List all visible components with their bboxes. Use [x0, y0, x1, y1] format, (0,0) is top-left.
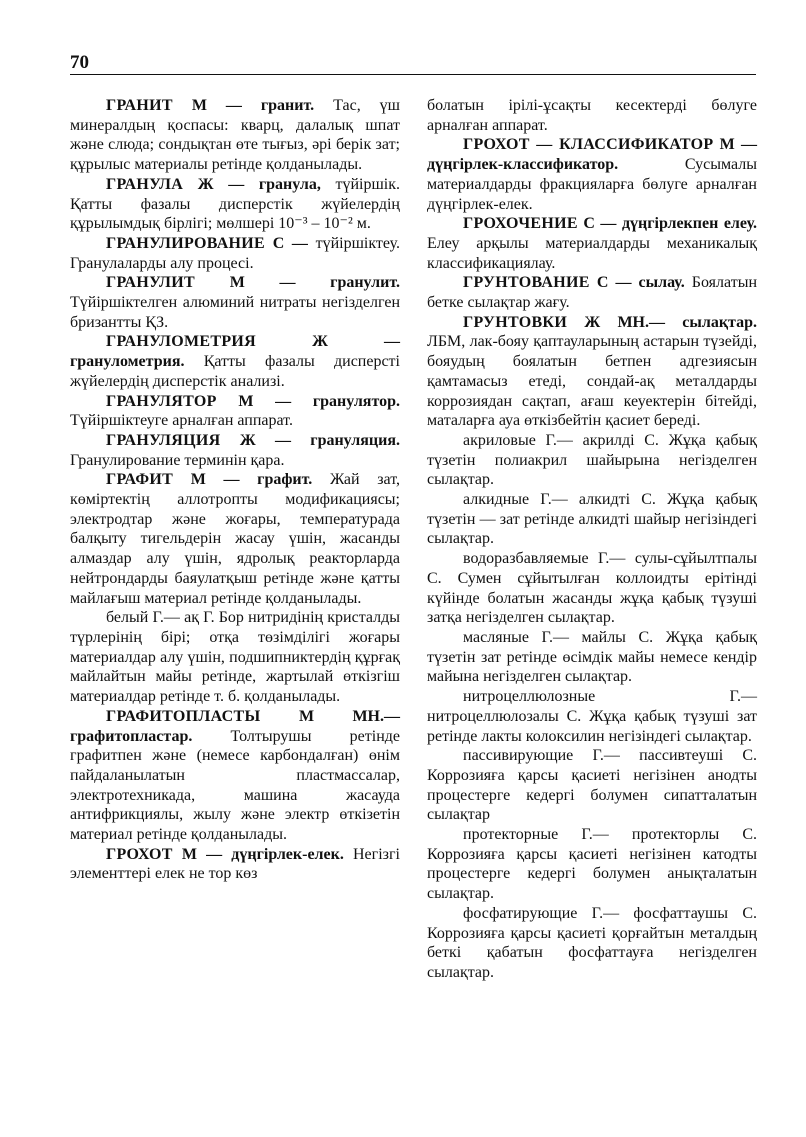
entry-definition: Жай зат, көміртектің аллотропты модификациясы; электродтар және жоғары, температурада балқыту тигельдерін жасау үшін, жасанды алмаздар алу үшін, ядролық реакторларда нейтрондарды баяулатқыш ретінде және қатты майлағыш материал ретінде қолданылады. [70, 471, 400, 607]
sub-entry-term: нитроцеллюлозные Г.— нитроцеллюлозалы С. [427, 688, 757, 725]
sub-entry-term: акриловые Г.— акрилді С. [463, 431, 659, 449]
entry-headword: ГРАНУЛОМЕТРИЯ [106, 333, 257, 351]
entry-headword: ГРОХОТ [106, 845, 173, 863]
entry-continuation [427, 96, 757, 135]
dictionary-entry [70, 273, 400, 332]
entry-gender-translation: Ж — гранулометрия. [70, 333, 400, 371]
entry-definition: ЛБМ, лак-бояу қаптауларының астарын түзейді, бояудың боялатын бетпен адгезиясын қамтамасыз етеді, сондай-ақ металдарды коррозиядан сақтап, ағаш кеуектерін бітейді, маталарға ауа өткізбейтін қасиет береді. [427, 333, 757, 430]
entry-gender-translation: С — сылау. [596, 274, 685, 292]
entry-definition: Жұқа қабық түзетін зат ретінде өсімдік майы немесе кендір майына негізделген сылақтар. [427, 628, 757, 686]
sub-entry [427, 628, 757, 687]
dictionary-entry [70, 845, 400, 884]
entry-gender-translation: М МН.— графитопластар. [70, 707, 400, 745]
entry-definition: Сусымалы материалдарды фракцияларға бөлуге арналған дүңгірлек-елек. [427, 156, 757, 213]
sub-entry [427, 431, 757, 490]
entry-definition: Түйіршіктелген алюминий нитраты негізделген бризантты ҚЗ. [70, 294, 400, 331]
entry-headword: ГРАНУЛЯТОР [106, 392, 217, 410]
sub-entry-term: масляные Г.— майлы С. [463, 628, 654, 646]
entry-headword: ГРАНУЛЯЦИЯ [106, 431, 221, 449]
entry-definition: Боялатын бетке сылақтар жағу. [427, 274, 758, 312]
sub-entry-term: алкидные Г.— алкидті С. [463, 491, 656, 509]
entry-headword: ГРАНУЛИТ [106, 274, 195, 292]
dictionary-entry [70, 431, 400, 470]
dictionary-entry [70, 332, 400, 391]
entry-gender-translation: Ж — гранула, [197, 175, 321, 193]
left-column [70, 96, 400, 884]
entry-gender-translation: М — гранулятор. [238, 392, 401, 410]
header-rule [70, 74, 756, 75]
entry-definition: Коррозияға қарсы қасиеті негізінен анодты процестерге кедергі болумен сипатталатын сылақтар [427, 766, 757, 824]
dictionary-entry [70, 234, 400, 273]
sub-entry-term: пассивирующие Г.— пассивтеуші С. [463, 747, 757, 765]
sub-entry-term: водоразбавляемые Г.— сулы-сұйылтпалы С. [427, 550, 757, 587]
right-column [427, 96, 757, 983]
sub-entry-term: фосфатирующие Г.— фосфаттаушы С. [463, 904, 757, 922]
sub-entry [427, 490, 757, 549]
entry-definition: түйіршіктеу. Гранулаларды алу процесі. [70, 234, 401, 272]
entry-definition: Коррозияға қарсы қасиеті негізінен катодты процестерге кедергі болумен анықталатын сылақтар. [427, 845, 757, 903]
sub-entry [427, 687, 757, 746]
entry-definition: Елеу арқылы материалдарды механикалық классификациялау. [427, 234, 757, 272]
entry-definition: Жұқа қабық түзетін — зат ретінде алкидті шайыр негізіндегі сылақтар. [427, 491, 758, 548]
entry-definition: Коррозияға қарсы қасиеті қорғайтын металдың беткі қабатын фосфаттауға негізделген сылақтар. [427, 924, 757, 981]
entry-definition: Бор нитридінің кристалды түрлерінің бірі; отқа төзімділігі жоғары материалдар алу үшін, подшипниктердің құрғақ майлайтын майы ретінде, жартылай өткізгіш материалдар ретінде т. б. қолданылады. [70, 609, 400, 706]
dictionary-entry [427, 214, 757, 273]
sub-entry [427, 549, 757, 628]
entry-definition: болатын ірілі-ұсақты кесектерді бөлуге арналған аппарат. [427, 97, 757, 134]
dictionary-entry [70, 392, 400, 431]
entry-headword: ГРАНУЛА [106, 175, 184, 193]
entry-gender-translation: С — дүңгірлекпен елеу. [583, 215, 758, 233]
sub-entry [427, 746, 757, 825]
entry-definition: Тас, үш минералдың қоспасы: кварц, далалық шпат және слюда; сондықтан өте тығыз, әрі берік зат; құрылыс материалы ретінде қолданылады. [70, 97, 401, 174]
entry-headword: ГРУНТОВАНИЕ [463, 274, 590, 292]
dictionary-entry [70, 96, 400, 175]
dictionary-entry [427, 313, 757, 431]
entry-definition: Жұқа қабық түзуші зат ретінде лакты колоксилин негізіндегі сылақтар. [427, 707, 757, 745]
entry-gender-translation: С — [272, 234, 308, 252]
entry-gender-translation: М — гранит. [191, 97, 315, 114]
entry-headword: ГРАФИТ [106, 471, 174, 489]
dictionary-entry [70, 707, 400, 845]
entry-headword: ГРАФИТОПЛАСТЫ [106, 707, 261, 725]
entry-gender-translation: М — дүңгірлек-елек. [181, 845, 344, 863]
sub-entry [70, 608, 400, 707]
entry-definition: Негізгі элементтері елек не тор көз [70, 845, 400, 883]
dictionary-entry [70, 470, 400, 608]
entry-gender-translation: М — гранулит. [229, 274, 401, 292]
entry-headword: ГРОХОТ — КЛАССИФИКАТОР [463, 136, 714, 154]
entry-gender-translation: Ж МН.— сылақтар. [584, 313, 758, 331]
entry-definition: Толтырушы ретінде графитпен және (немесе карбондалған) өнім пайдаланылатын пластмассалар, электротехникада, машина жасауда антифрикциялы, жылу және электр өткізетін материал ретінде қолданылады. [70, 727, 400, 844]
entry-gender-translation: М — дүңгірлек-классификатор. [427, 136, 758, 174]
sub-entry [427, 904, 757, 983]
sub-entry-term: протекторные Г.— протекторлы С. [463, 826, 757, 844]
sub-entry-term: белый Г.— ақ Г. [106, 609, 215, 627]
dictionary-entry [427, 135, 757, 214]
entry-definition: Сумен сұйытылған коллоидты ерітінді күйінде болатын жасанды жұқа қабық түзуші затқа негізделген сылақтар. [427, 569, 757, 627]
entry-headword: ГРОХОЧЕНИЕ [463, 215, 578, 233]
entry-gender-translation: М — графит. [190, 471, 313, 489]
entry-gender-translation: Ж — грануляция. [239, 431, 401, 449]
dictionary-entry [70, 175, 400, 234]
entry-definition: түйіршік. Қатты фазалы дисперстік жүйелердің құрылымдық бірлігі; мөлшері 10⁻³ – 10⁻² м. [70, 175, 401, 233]
entry-definition: Қатты фазалы дисперсті жүйелердің дисперстік анализі. [70, 353, 400, 390]
entry-definition: Жұқа қабық түзетін полиакрил шайырына негізделген сылақтар. [427, 431, 758, 489]
entry-headword: ГРУНТОВКИ [463, 313, 568, 331]
dictionary-entry [427, 273, 757, 312]
entry-headword: ГРАНИТ [106, 97, 173, 114]
entry-definition: Гранулирование терминін қара. [70, 451, 285, 469]
entry-definition: Түйіршіктеуге арналған аппарат. [70, 412, 293, 430]
page-number: 70 [70, 52, 89, 73]
sub-entry [427, 825, 757, 904]
entry-headword: ГРАНУЛИРОВАНИЕ [106, 234, 266, 252]
